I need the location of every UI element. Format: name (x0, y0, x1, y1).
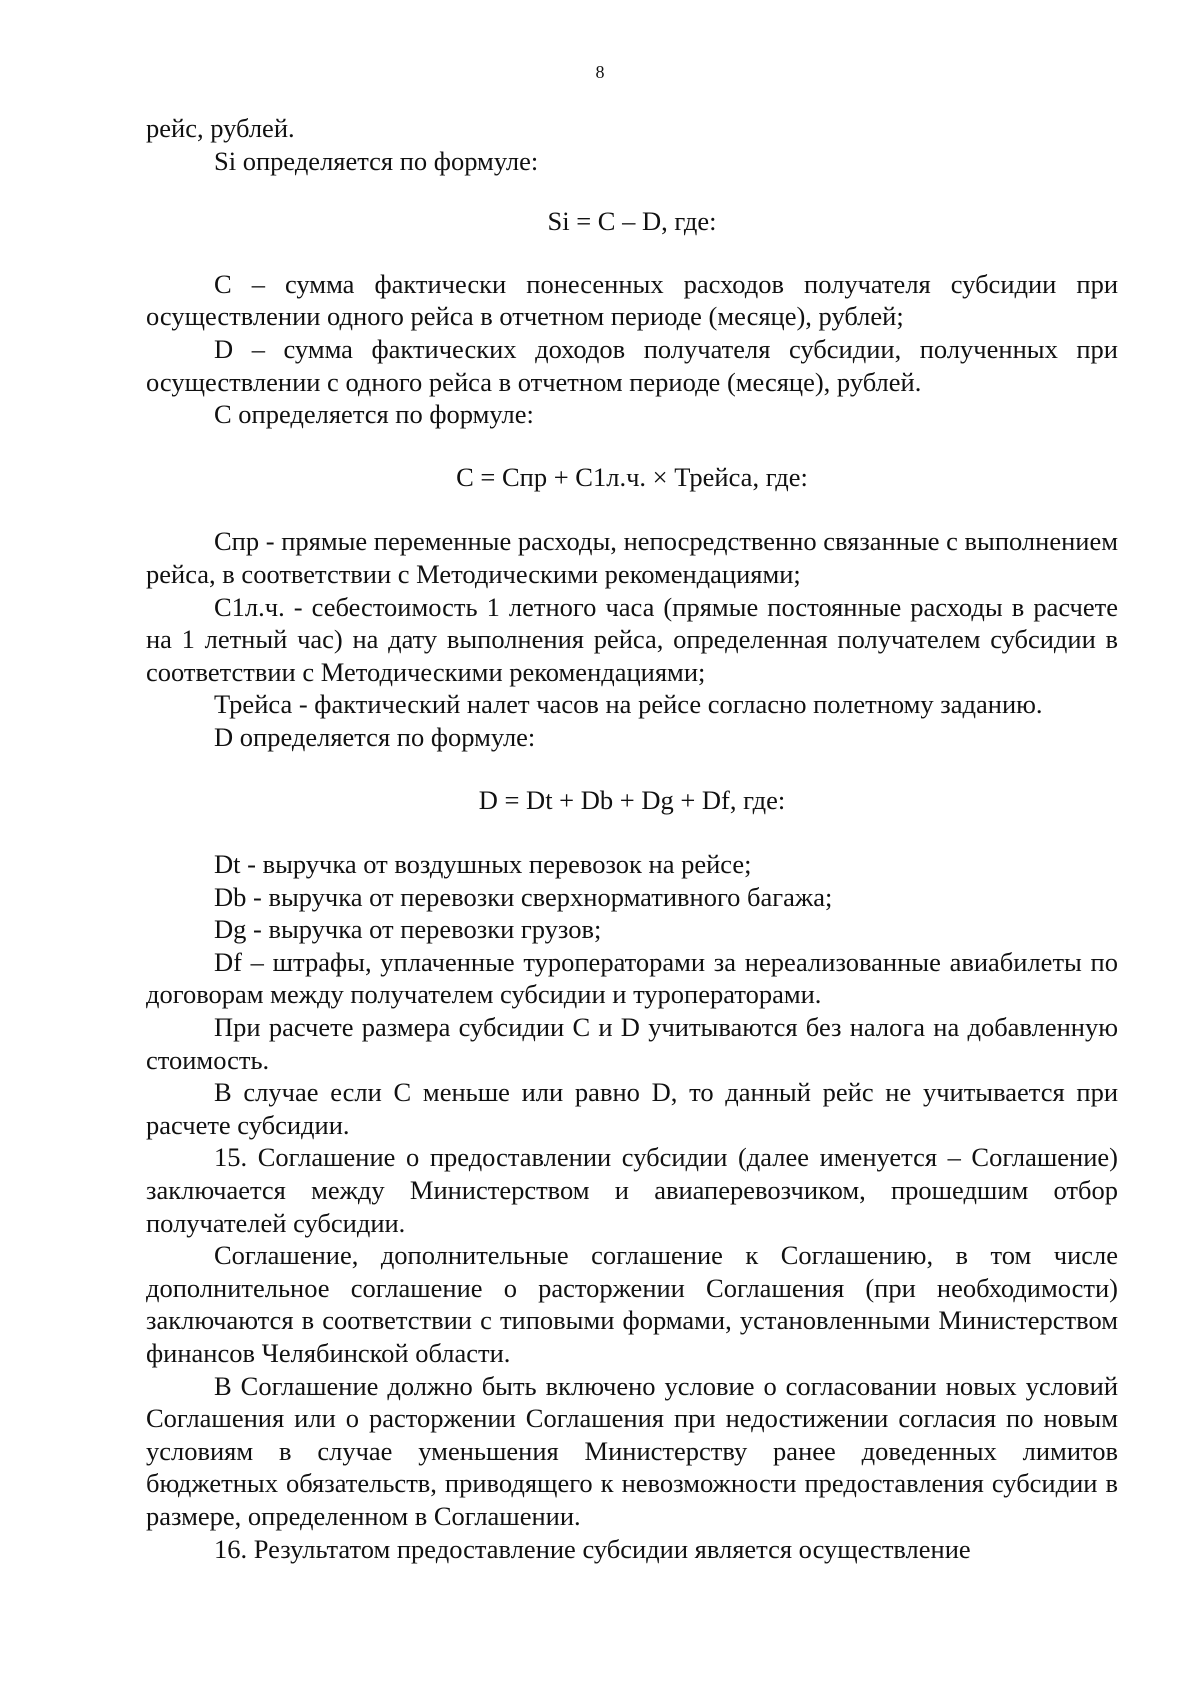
paragraph: При расчете размера субсидии C и D учитываются без налога на добавленную стоимость. (146, 1012, 1118, 1075)
paragraph: Спр - прямые переменные расходы, непосредственно связанные с выполнением рейса, в соответствии с Методическими рекомендациями; (146, 526, 1118, 589)
paragraph: Dg - выручка от перевозки грузов; (214, 914, 602, 945)
paragraph: 16. Результатом предоставление субсидии является осуществление (214, 1533, 971, 1564)
paragraph: С определяется по формуле: (214, 399, 534, 430)
paragraph: Si определяется по формуле: (214, 145, 539, 176)
paragraph: Db - выручка от перевозки сверхнормативного багажа; (214, 881, 833, 912)
formula-c: С = Спр + С1л.ч. × Трейса, где: (456, 461, 808, 492)
paragraph: Dt - выручка от воздушных перевозок на рейсе; (214, 849, 752, 880)
paragraph: Трейса - фактический налет часов на рейсе согласно полетному заданию. (214, 689, 1043, 720)
document-body (146, 112, 1118, 1565)
page-number: 8 (595, 62, 605, 82)
formula-d: D = Dt + Db + Dg + Df, где: (478, 784, 786, 815)
formula-si: Si = C – D, где: (547, 206, 717, 237)
paragraph: С1л.ч. - себестоимость 1 летного часа (прямые постоянные расходы в расчете на 1 летный час) на дату выполнения рейса, определенная получателем субсидии в соответствии с Методическими рекомендациями; (146, 591, 1118, 687)
paragraph: C – сумма фактически понесенных расходов получателя субсидии при осуществлении одного рейса в отчетном периоде (месяце), рублей; (146, 268, 1118, 332)
paragraph: D – сумма фактических доходов получателя субсидии, полученных при осуществлении с одного рейса в отчетном периоде (месяце), рублей. (146, 333, 1118, 397)
paragraph: Соглашение, дополнительные соглашение к Соглашению, в том числе дополнительное соглашение о расторжении Соглашения (при необходимости) заключаются в соответствии с типовыми формами, установленными Министерством финансов Челябинской области. (146, 1240, 1118, 1368)
paragraph: D определяется по формуле: (214, 721, 536, 752)
paragraph: 15. Соглашение о предоставлении субсидии (далее именуется – Соглашение) заключается между Министерством и авиаперевозчиком, прошедшим отбор получателей субсидии. (146, 1142, 1118, 1238)
paragraph: Df – штрафы, уплаченные туроператорами за нереализованные авиабилеты по договорам между получателем субсидии и туроператорами. (146, 946, 1118, 1010)
paragraph: В Соглашение должно быть включено условие о согласовании новых условий Соглашения или о расторжении Соглашения при недостижении согласия по новым условиям в случае уменьшения Министерству ранее доведенных лимитов бюджетных обязательств, приводящего к невозможности предоставления субсидии в размере, определенном в Соглашении. (146, 1370, 1118, 1531)
paragraph: В случае если C меньше или равно D, то данный рейс не учитывается при расчете субсидии. (146, 1077, 1118, 1140)
paragraph: рейс, рублей. (146, 113, 295, 143)
